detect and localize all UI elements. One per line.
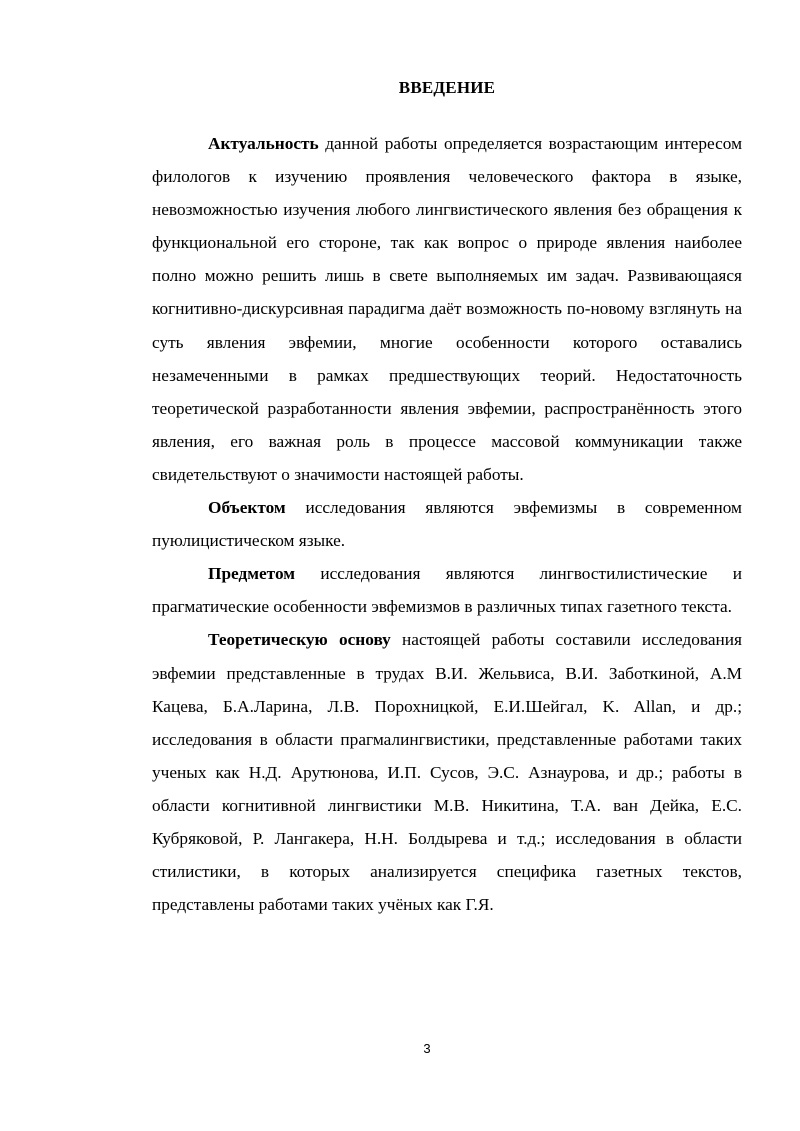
paragraph-subject [152, 557, 742, 623]
paragraph-text: настоящей работы составили исследования эвфемии представленные в трудах В.И. Жельвиса, В.И. Заботкиной, А.М Кацева, Б.А.Ларина, Л.В. Порохницкой, Е.И.Шейгал, K. Allan, и др.; исследования в области прагмалингвистики, представленные работами таких ученых как Н.Д. Арутюнова, И.П. Сусов, Э.С. Азнаурова, и др.; работы в области когнитивной лингвистики М.В. Никитина, Т.А. ван Дейка, Е.С. Кубряковой, Р. Лангакера, Н.Н. Болдырева и т.д.; исследования в области стилистики, в которых анализируется специфика газетных текстов, представлены работами таких учёных как Г.Я. [152, 630, 742, 915]
page-number: 3 [423, 1041, 431, 1056]
paragraph-theoretical-basis [152, 623, 742, 921]
paragraph-text: данной работы определяется возрастающим интересом филологов к изучению проявления человеческого фактора в языке, невозможностью изучения любого лингвистического явления без обращения к функциональной его стороне, так как вопрос о природе явления наиболее полно можно решить лишь в свете выполняемых им задач. Развивающаяся когнитивно-дискурсивная парадигма даёт возможность по-новому взглянуть на суть явления эвфемии, многие особенности которого оставались незамеченными в рамках предшествующих теорий. Недостаточность теоретической разработанности явления эвфемии, распространённость этого явления, его важная роль в процессе массовой коммуникации также свидетельствуют о значимости настоящей работы. [152, 134, 742, 484]
paragraph-lead: Предметом [208, 564, 296, 584]
paragraph-lead: Объектом [208, 498, 286, 518]
paragraph-object [152, 491, 742, 557]
section-heading: ВВЕДЕНИЕ [398, 78, 496, 97]
paragraph-lead: Актуальность [208, 134, 319, 153]
paragraph-text: исследования являются лингвостилистические и прагматические особенности эвфемизмов в различных типах газетного текста. [152, 564, 742, 617]
paragraph-relevance [152, 127, 742, 491]
paragraph-text: исследования являются эвфемизмы в современном пуюлицистическом языке. [152, 498, 742, 551]
paragraph-lead: Теоретическую основу [208, 630, 391, 650]
body-text [152, 127, 742, 921]
